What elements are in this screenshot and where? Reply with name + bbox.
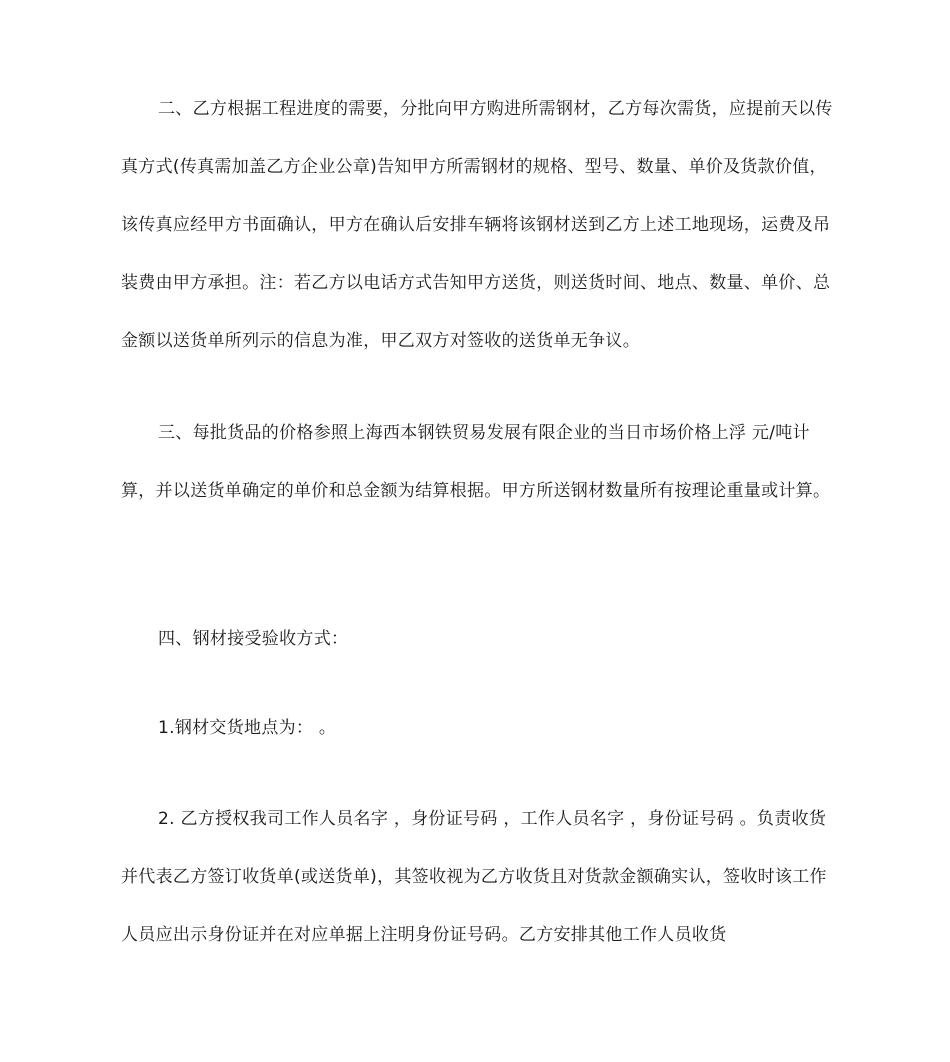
paragraph-clause-4-heading: [121, 610, 833, 668]
paragraph-clause-3: [121, 404, 833, 520]
paragraph-text: 二、乙方根据工程进度的需要，分批向甲方购进所需钢材，乙方每次需货，应提前天以传真方式(传真需加盖乙方企业公章)告知甲方所需钢材的规格、型号、数量、单价及货款价值，该传真应经甲方书面确认，甲方在确认后安排车辆将该钢材送到乙方上述工地现场，运费及吊装费由甲方承担。注：若乙方以电话方式告知甲方送货，则送货时间、地点、数量、单价、总金额以送货单所列示的信息为准，甲乙双方对签收的送货单无争议。: [121, 99, 833, 351]
paragraph-item-1: [121, 699, 833, 757]
paragraph-text: 四、钢材接受验收方式：: [158, 629, 349, 649]
paragraph-text: 1.钢材交货地点为： 。: [158, 718, 337, 738]
paragraph-item-2: [121, 790, 833, 964]
paragraph-text: 三、每批货品的价格参照上海西本钢铁贸易发展有限企业的当日市场价格上浮 元/吨计算，并以送货单确定的单价和总金额为结算根据。甲方所送钢材数量所有按理论重量或计算。: [121, 423, 831, 501]
paragraph-clause-2: [121, 80, 833, 370]
paragraph-text: 2. 乙方授权我司工作人员名字 ，身份证号码 ，工作人员名字 ，身份证号码 。负责收货并代表乙方签订收货单(或送货单)，其签收视为乙方收货且对货款金额确实认，签收时该工作人员应出示身份证并在对应单据上注明身份证号码。乙方安排其他工作人员收货: [121, 809, 827, 945]
